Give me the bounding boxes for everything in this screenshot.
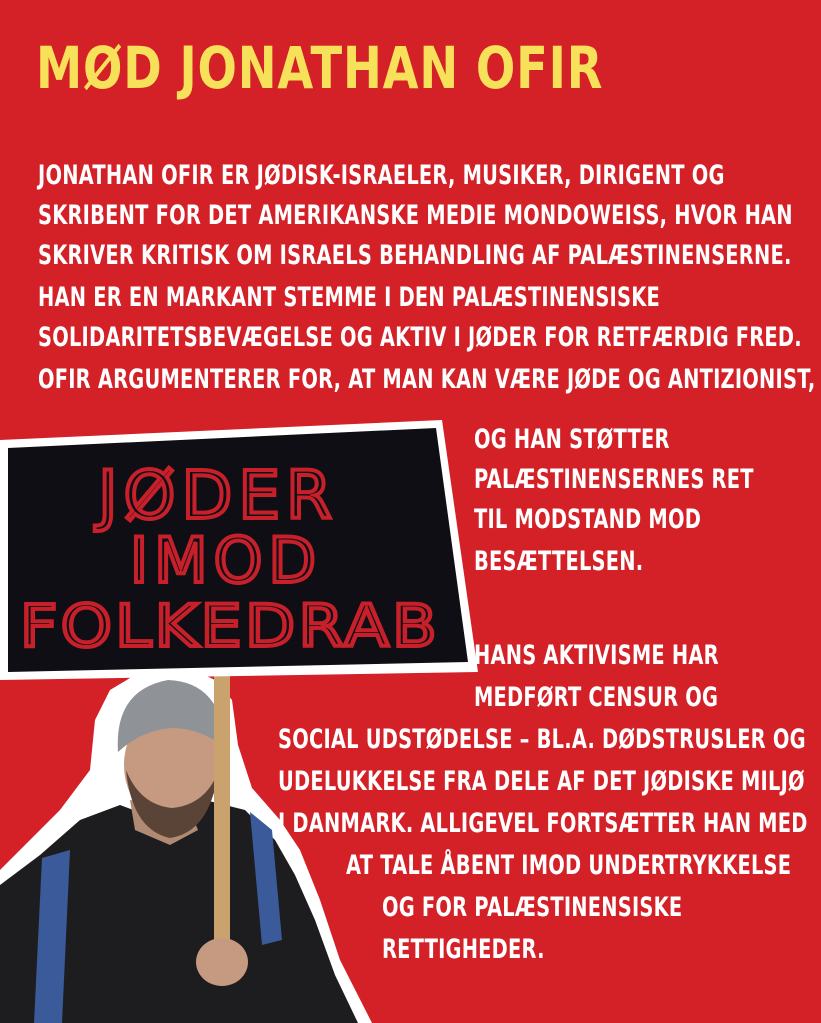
sign-line-3: FOLKEDRAB <box>20 592 440 660</box>
sign-line-1: JØDER <box>98 457 338 534</box>
body-line: UDELUKKELSE FRA DELE AF DET JØDISKE MILJØ <box>278 766 805 797</box>
body-line: HAN ER EN MARKANT STEMME I DEN PALÆSTINENSISKE <box>38 282 661 313</box>
body-line: SKRIVER KRITISK OM ISRAELS BEHANDLING AF PALÆSTINENSERNE. <box>38 240 792 271</box>
body-line: OFIR ARGUMENTERER FOR, AT MAN KAN VÆRE JØDE OG ANTIZIONIST, <box>38 364 816 395</box>
body-line: TIL MODSTAND MOD <box>474 504 702 535</box>
body-line: JONATHAN OFIR ER JØDISK-ISRAELER, MUSIKER, DIRIGENT OG <box>38 160 725 191</box>
sign-stick <box>214 672 230 972</box>
body-line: AT TALE ÅBENT IMOD UNDERTRYKKELSE <box>346 850 792 881</box>
body-line: MEDFØRT CENSUR OG <box>474 682 719 713</box>
body-line: BESÆTTELSEN. <box>474 546 644 577</box>
sign-line-2: IMOD <box>129 524 323 597</box>
body-line: SOCIAL UDSTØDELSE – BL.A. DØDSTRUSLER OG <box>278 724 806 755</box>
body-line: OG FOR PALÆSTINENSISKE <box>382 892 683 923</box>
body-line: SOLIDARITETSBEVÆGELSE OG AKTIV I JØDER FOR RETFÆRDIG FRED. <box>38 322 802 353</box>
body-line: PALÆSTINENSERNES RET <box>474 464 754 495</box>
body-line: SKRIBENT FOR DET AMERIKANSKE MEDIE MONDOWEISS, HVOR HAN <box>38 200 793 231</box>
page-title: MØD JONATHAN OFIR <box>36 34 604 102</box>
body-line: RETTIGHEDER. <box>382 934 545 965</box>
body-line: HANS AKTIVISME HAR <box>474 640 719 671</box>
person-hand <box>196 938 248 986</box>
body-line: I DANMARK. ALLIGEVEL FORTSÆTTER HAN MED <box>278 808 808 839</box>
body-line: OG HAN STØTTER <box>474 424 670 455</box>
